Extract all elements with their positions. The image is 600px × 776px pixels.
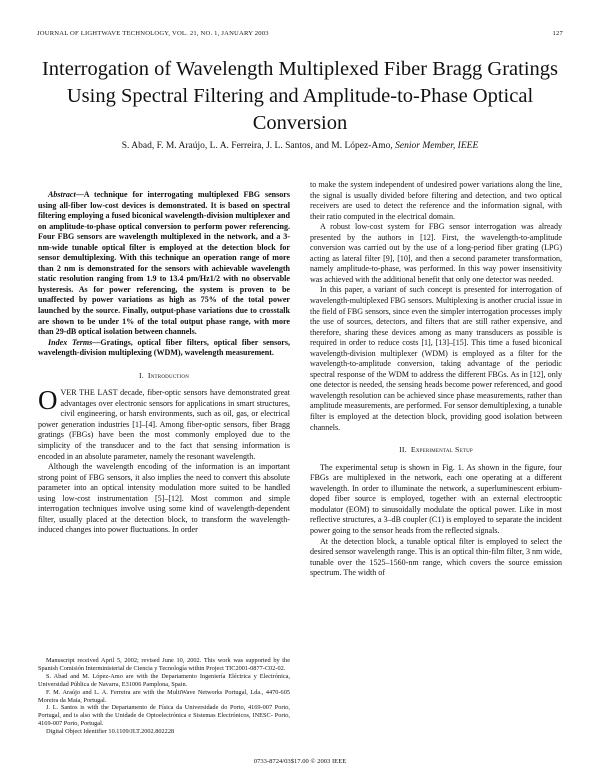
abstract-text: A technique for interrogating multiplexed FBG sensors using all-fiber low-cost devices is demonstrated. It is based on spectral filtering employing a fused biconical wavelength-division multiplexer and on amplitude-to-phase optical conversion to perform power referencing. Four FBG sensors are wavelength multiplexed in the network, and a 3-nm-wide tunable optical filter is employed at the detection block for sensor demultiplexing. With this technique an operation range of more than 2 nm is demonstrated for the sensors with achievable wavelength static resolution ranging from 1.9 to 13.4 pm/Hz1/2 with no observable hysteresis. As for power referencing, the system is proven to be unaffected by power variations as high as 75% of the total power launched by the source. Finally, output-phase variations due to crosstalk are shown to be under 1% of the total output phase range, with more than 29-dB optical isolation between channels. <box>38 190 290 337</box>
intro-paragraph-1 <box>38 385 290 462</box>
abstract <box>38 190 290 338</box>
section-title: Introduction <box>147 370 190 380</box>
index-terms-label: Index Terms— <box>48 337 101 347</box>
left-column <box>38 190 290 536</box>
author-names: S. Abad, F. M. Araújo, L. A. Ferreira, J. L. Santos, and M. López-Amo, <box>121 141 393 151</box>
intro-paragraph-3: to make the system independent of undesired power variations along the line, the signal is usually divided before filtering and detection, and two optical receivers are used to detect the reference and the information signal, with their ratio computed in the electrical domain. <box>310 180 562 221</box>
intro-p1-text: VER THE LAST decade, fiber-optic sensors have demonstrated great advantages over electronic sensors for applications in smart structures, civil engineering, or harsh environments, such as oil, gas, or electrical power generation industries [1]–[4]. Among fiber-optic sensors, fiber Bragg gratings (FBGs) have been the most commonly employed due to the simplicity of the transducer and to the fact that sensing information is encoded in an absolute parameter, namely the resonant wavelength. <box>38 388 290 461</box>
intro-paragraph-5: In this paper, a variant of such concept is presented for interrogation of wavelength-multiplexed FBG sensors. Multiplexing is another crucial issue in the field of FBG sensors, since even the simpler interrogation processes imply the use of sources, detectors, and filters that are still rather expensive, and therefore, sharing these devices among as many transducers as possible is required in order to reduce costs [1], [13]–[15]. This time a fused biconical wavelength-division multiplexer (WDM) is employed as a filter for the wavelength-to-amplitude conversion, taking advantage of the periodic spectral response of the WDM to address the different FBGs. As in [12], only one detector is needed, the sensing heads become power referenced, and good wavelength resolution can be achieved since phase measurements, rather than amplitude measurements, are performed. For sensor demultiplexing, a tunable filter is employed at the detection block, providing good isolation between channels. <box>310 285 562 432</box>
section-numeral: I. <box>138 370 144 380</box>
intro-paragraph-2: Although the wavelength encoding of the information is an important strong point of FBG sensors, it also implies the need to convert this absolute parameter into an optical intensity modulation more suited to be handled using low-cost instrumentation [5]–[12]. Most common and simple interrogation techniques involve using some kind of wavelength-dependent filter, usually placed at the detection block, to transform the wavelength-induced changes into power fluctuations. In order <box>38 462 290 535</box>
footnote-affiliation-2: F. M. Araújo and L. A. Ferreira are with the MultiWave Networks Portugal, Lda., 4470-605 Moreira da Maia, Portugal. <box>38 688 290 704</box>
abstract-label: Abstract— <box>48 190 84 199</box>
section-title: Experimental Setup <box>410 445 473 455</box>
drop-cap: O <box>38 385 58 416</box>
footnotes <box>38 657 290 736</box>
intro-paragraph-4: A robust low-cost system for FBG sensor interrogation was already presented by the authors in [12]. First, the wavelength-to-amplitude conversion was carried out by the use of a long-period fiber grating (LPG) acting as lateral filter [9], [10], and then a second parameter transformation, namely amplitude-to-phase, was performed. In this way power insensitivity was achieved with the additional benefit that only one detector was needed. <box>310 222 562 284</box>
section-numeral: II. <box>399 445 407 455</box>
footnote-manuscript: Manuscript received April 5, 2002; revised June 10, 2002. This work was supported by the Spanish Comisión Interministerial de Ciencia y Tecnología within Project TIC2001-0877-C02-02. <box>38 657 290 672</box>
page-number: 127 <box>552 30 563 37</box>
author-line <box>40 141 560 151</box>
paper-title: Interrogation of Wavelength Multiplexed Fiber Bragg Gratings Using Spectral Filtering and Amplitude-to-Phase Optical Conversion <box>41 58 559 134</box>
footnote-affiliation-3: J. L. Santos is with the Departamento de Física da Universidade do Porto, 4169-007 Porto, Portugal, and is also with the Unidade de Optoelectrónica e Sistemas Electrónicos, INESC- Porto, 4169-007 Porto, Portugal. <box>38 704 290 728</box>
section-heading-experimental-setup <box>310 445 562 456</box>
copyright-footer: 0733-8724/03$17.00 © 2003 IEEE <box>253 758 347 765</box>
index-terms <box>38 338 290 359</box>
footnote-doi: Digital Object Identifier 10.1109/JLT.2002.802228 <box>46 728 175 736</box>
right-column <box>310 180 562 579</box>
author-role: Senior Member, IEEE <box>395 141 479 151</box>
index-terms-text: Gratings, optical fiber filters, optical fiber sensors, wavelength-division multiplexing (WDM), wavelength measurement. <box>38 337 290 358</box>
journal-name: JOURNAL OF LIGHTWAVE TECHNOLOGY, VOL. 21, NO. 1, JANUARY 2003 <box>37 30 269 37</box>
section-heading-introduction <box>38 371 290 382</box>
running-head <box>37 30 563 37</box>
setup-paragraph-2: At the detection block, a tunable optical filter is employed to select the desired sensor wavelength range. This is an optical thin-film filter, 3 nm wide, tunable over the 1525–1560-nm range, which covers the source emission spectrum. The width of <box>310 536 562 578</box>
footnote-affiliation-1: S. Abad and M. López-Amo are with the Departamento Ingeniería Eléctrica y Electrónica, Universidad Pública de Navarra, E31006 Pamplona, Spain. <box>38 672 290 688</box>
setup-paragraph-1: The experimental setup is shown in Fig. 1. As shown in the figure, four FBGs are multiplexed in the network, each one operating at a different wavelength. In order to illuminate the network, a superluminescent erbium-doped fiber source is employed, together with an external electrooptic modulator (EOM) to sinusoidally modulate the optical power. Like in most reflective structures, a 3–dB coupler (C1) is employed to separate the incident power going to the sensor heads from the reflected signals. <box>310 462 562 535</box>
